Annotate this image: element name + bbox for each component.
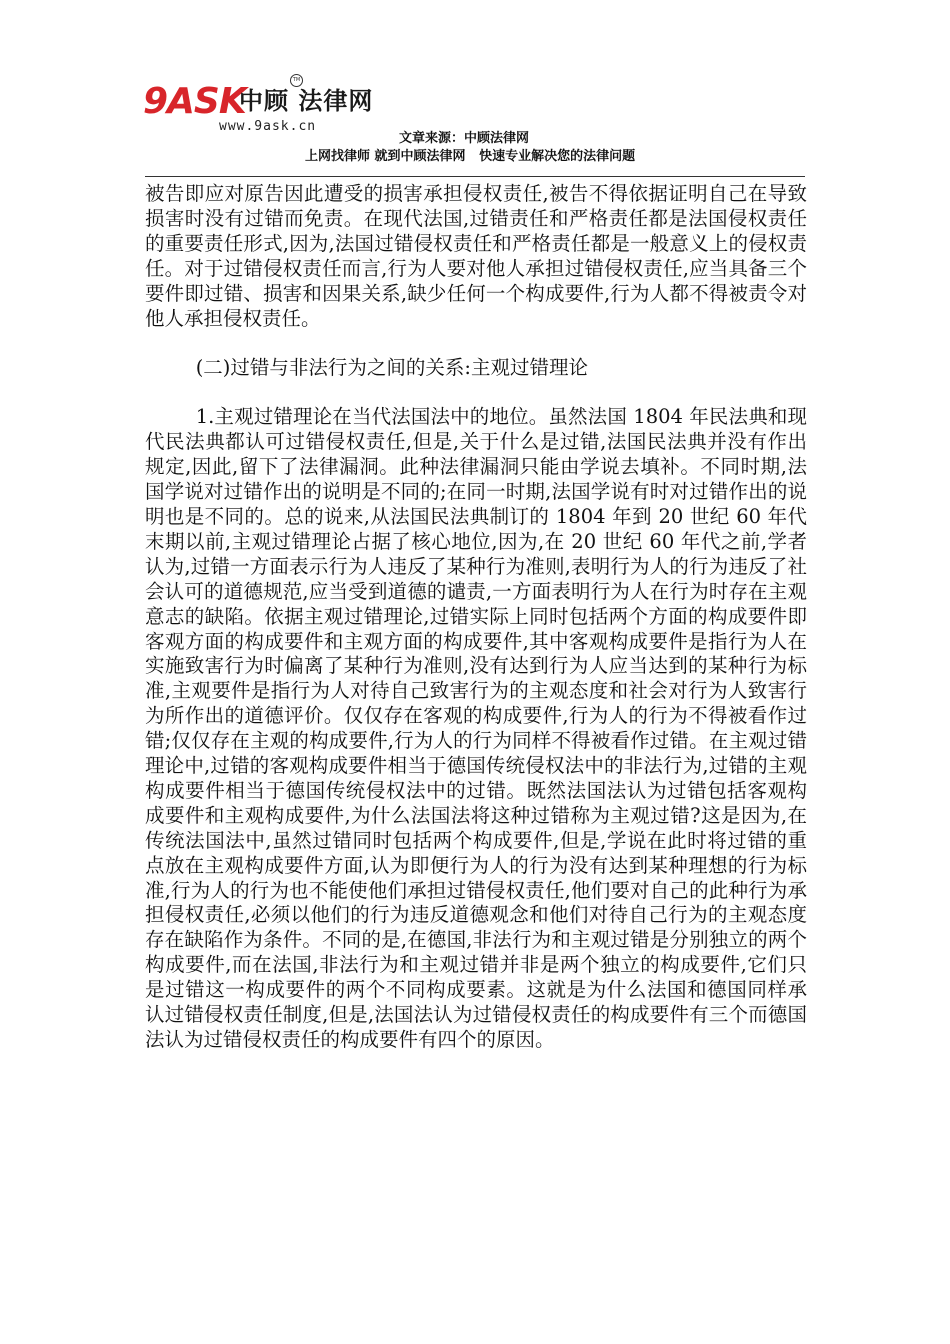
site-logo[interactable] (143, 77, 393, 142)
logo-url: www.9ask.cn (219, 119, 317, 134)
logo-mark: 9ASK (143, 81, 246, 122)
section-heading: (二)过错与非法行为之间的关系:主观过错理论 (195, 356, 588, 380)
paragraph-continued: 被告即应对原告因此遭受的损害承担侵权责任,被告不得依据证明自己在导致损害时没有过错而免责。在现代法国,过错责任和严格责任都是法国侵权责任的重要责任形式,因为,法国过错侵权责任和严格责任都是一般意义上的侵权责任。对于过错侵权责任而言,行为人要对他人承担过错侵权责任,应当具备三个要件即过错、损害和因果关系,缺少任何一个构成要件,行为人都不得被责令对他人承担侵权责任。 (145, 182, 807, 330)
trademark-icon: TM (290, 74, 303, 87)
paragraph-main: 1.主观过错理论在当代法国法中的地位。虽然法国 1804 年民法典和现代民法典都认可过错侵权责任,但是,关于什么是过错,法国民法典并没有作出规定,因此,留下了法律漏洞。此种法律漏洞只能由学说去填补。不同时期,法国学说对过错作出的说明是不同的;在同一时期,法国学说有时对过错作出的说明也是不同的。总的说来,从法国民法典制订的 1804 年到 20 世纪 60 年代末期以前,主观过错理论占据了核心地位,因为,在 20 世纪 60 年代之前,学者认为,过错一方面表示行为人违反了某种行为准则,表明行为人的行为违反了社会认可的道德规范,应当受到道德的谴责,一方面表明行为人在行为时存在主观意志的缺陷。依据主观过错理论,过错实际上同时包括两个方面的构成要件即客观方面的构成要件和主观方面的构成要件,其中客观构成要件是指行为人在实施致害行为时偏离了某种行为准则,没有达到行为人应当达到的某种行为标准,主观要件是指行为人对待自己致害行为的主观态度和社会对行为人致害行为所作出的道德评价。仅仅存在客观的构成要件,行为人的行为不得被看作过错;仅仅存在主观的构成要件,行为人的行为同样不得被看作过错。在主观过错理论中,过错的客观构成要件相当于德国传统侵权法中的非法行为,过错的主观构成要件相当于德国传统侵权法中的过错。既然法国法认为过错包括客观构成要件和主观构成要件,为什么法国法将这种过错称为主观过错?这是因为,在传统法国法中,虽然过错同时包括两个构成要件,但是,学说在此时将过错的重点放在主观构成要件方面,认为即便行为人的行为没有达到某种理想的行为标准,行为人的行为也不能使他们承担过错侵权责任,他们要对自己的此种行为承担侵权责任,必须以他们的行为违反道德观念和他们对待自己行为的主观态度存在缺陷作为条件。不同的是,在德国,非法行为和主观过错是分别独立的两个构成要件,而在法国,非法行为和主观过错并非是两个独立的构成要件,它们只是过错这一构成要件的两个不同构成要素。这就是为什么法国和德国同样承认过错侵权责任制度,但是,法国法认为过错侵权责任的构成要件有三个而德国法认为过错侵权责任的构成要件有四个的原因。 (145, 405, 807, 1051)
header-divider (145, 176, 805, 177)
logo-name: 中顾 法律网 (239, 87, 374, 115)
article-source: 文章来源：中顾法律网 (399, 131, 530, 146)
article-body (145, 182, 807, 1053)
header-slogan: 上网找律师 就到中顾法律网 快速专业解决您的法律问题 (305, 149, 636, 164)
